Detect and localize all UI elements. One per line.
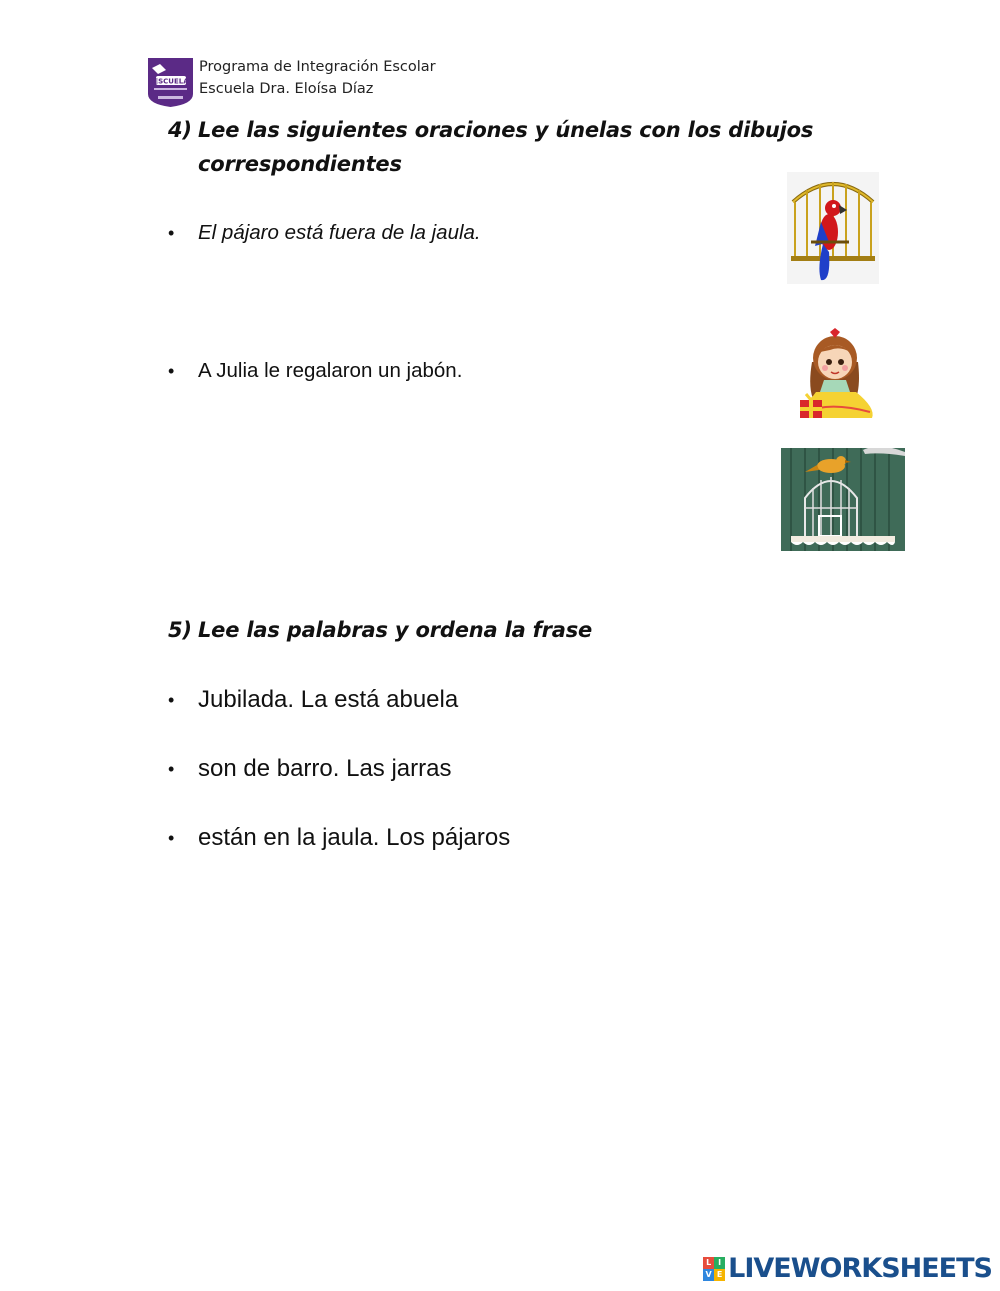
bird-on-cage-image[interactable] xyxy=(781,448,905,551)
sentence-bird-outside-cage: El pájaro está fuera de la jaula. xyxy=(198,221,481,244)
liveworksheets-logo-icon: L I V E xyxy=(703,1257,725,1281)
sentence-julia-soap: A Julia le regalaron un jabón. xyxy=(198,359,463,382)
girl-with-gift-image[interactable] xyxy=(790,312,880,424)
question-4-number: 4) xyxy=(168,118,192,142)
svg-text:ESCUELA: ESCUELA xyxy=(153,77,189,86)
question-4-title: Lee las siguientes oraciones y únelas con los dibujos xyxy=(198,118,814,142)
bullet-icon: • xyxy=(168,759,175,779)
question-5-number: 5) xyxy=(168,618,192,642)
phrase-item: están en la jaula. Los pájaros xyxy=(198,824,511,851)
liveworksheets-wordmark: LIVEWORKSHEETS xyxy=(728,1253,992,1284)
phrase-item: Jubilada. La está abuela xyxy=(198,686,459,713)
header-program-line: Programa de Integración Escolar xyxy=(199,59,436,75)
parrot-in-cage-image[interactable] xyxy=(787,172,879,284)
bullet-icon: • xyxy=(168,223,175,243)
question-5-title: Lee las palabras y ordena la frase xyxy=(198,618,593,642)
liveworksheets-brand[interactable] xyxy=(703,1253,992,1284)
bullet-icon: • xyxy=(168,361,175,381)
bullet-icon: • xyxy=(168,828,175,848)
phrase-item: son de barro. Las jarras xyxy=(198,755,452,782)
school-logo xyxy=(146,56,195,108)
question-4-title-continued: correspondientes xyxy=(198,152,402,176)
header-school-line: Escuela Dra. Eloísa Díaz xyxy=(199,81,374,97)
bullet-icon: • xyxy=(168,690,175,710)
